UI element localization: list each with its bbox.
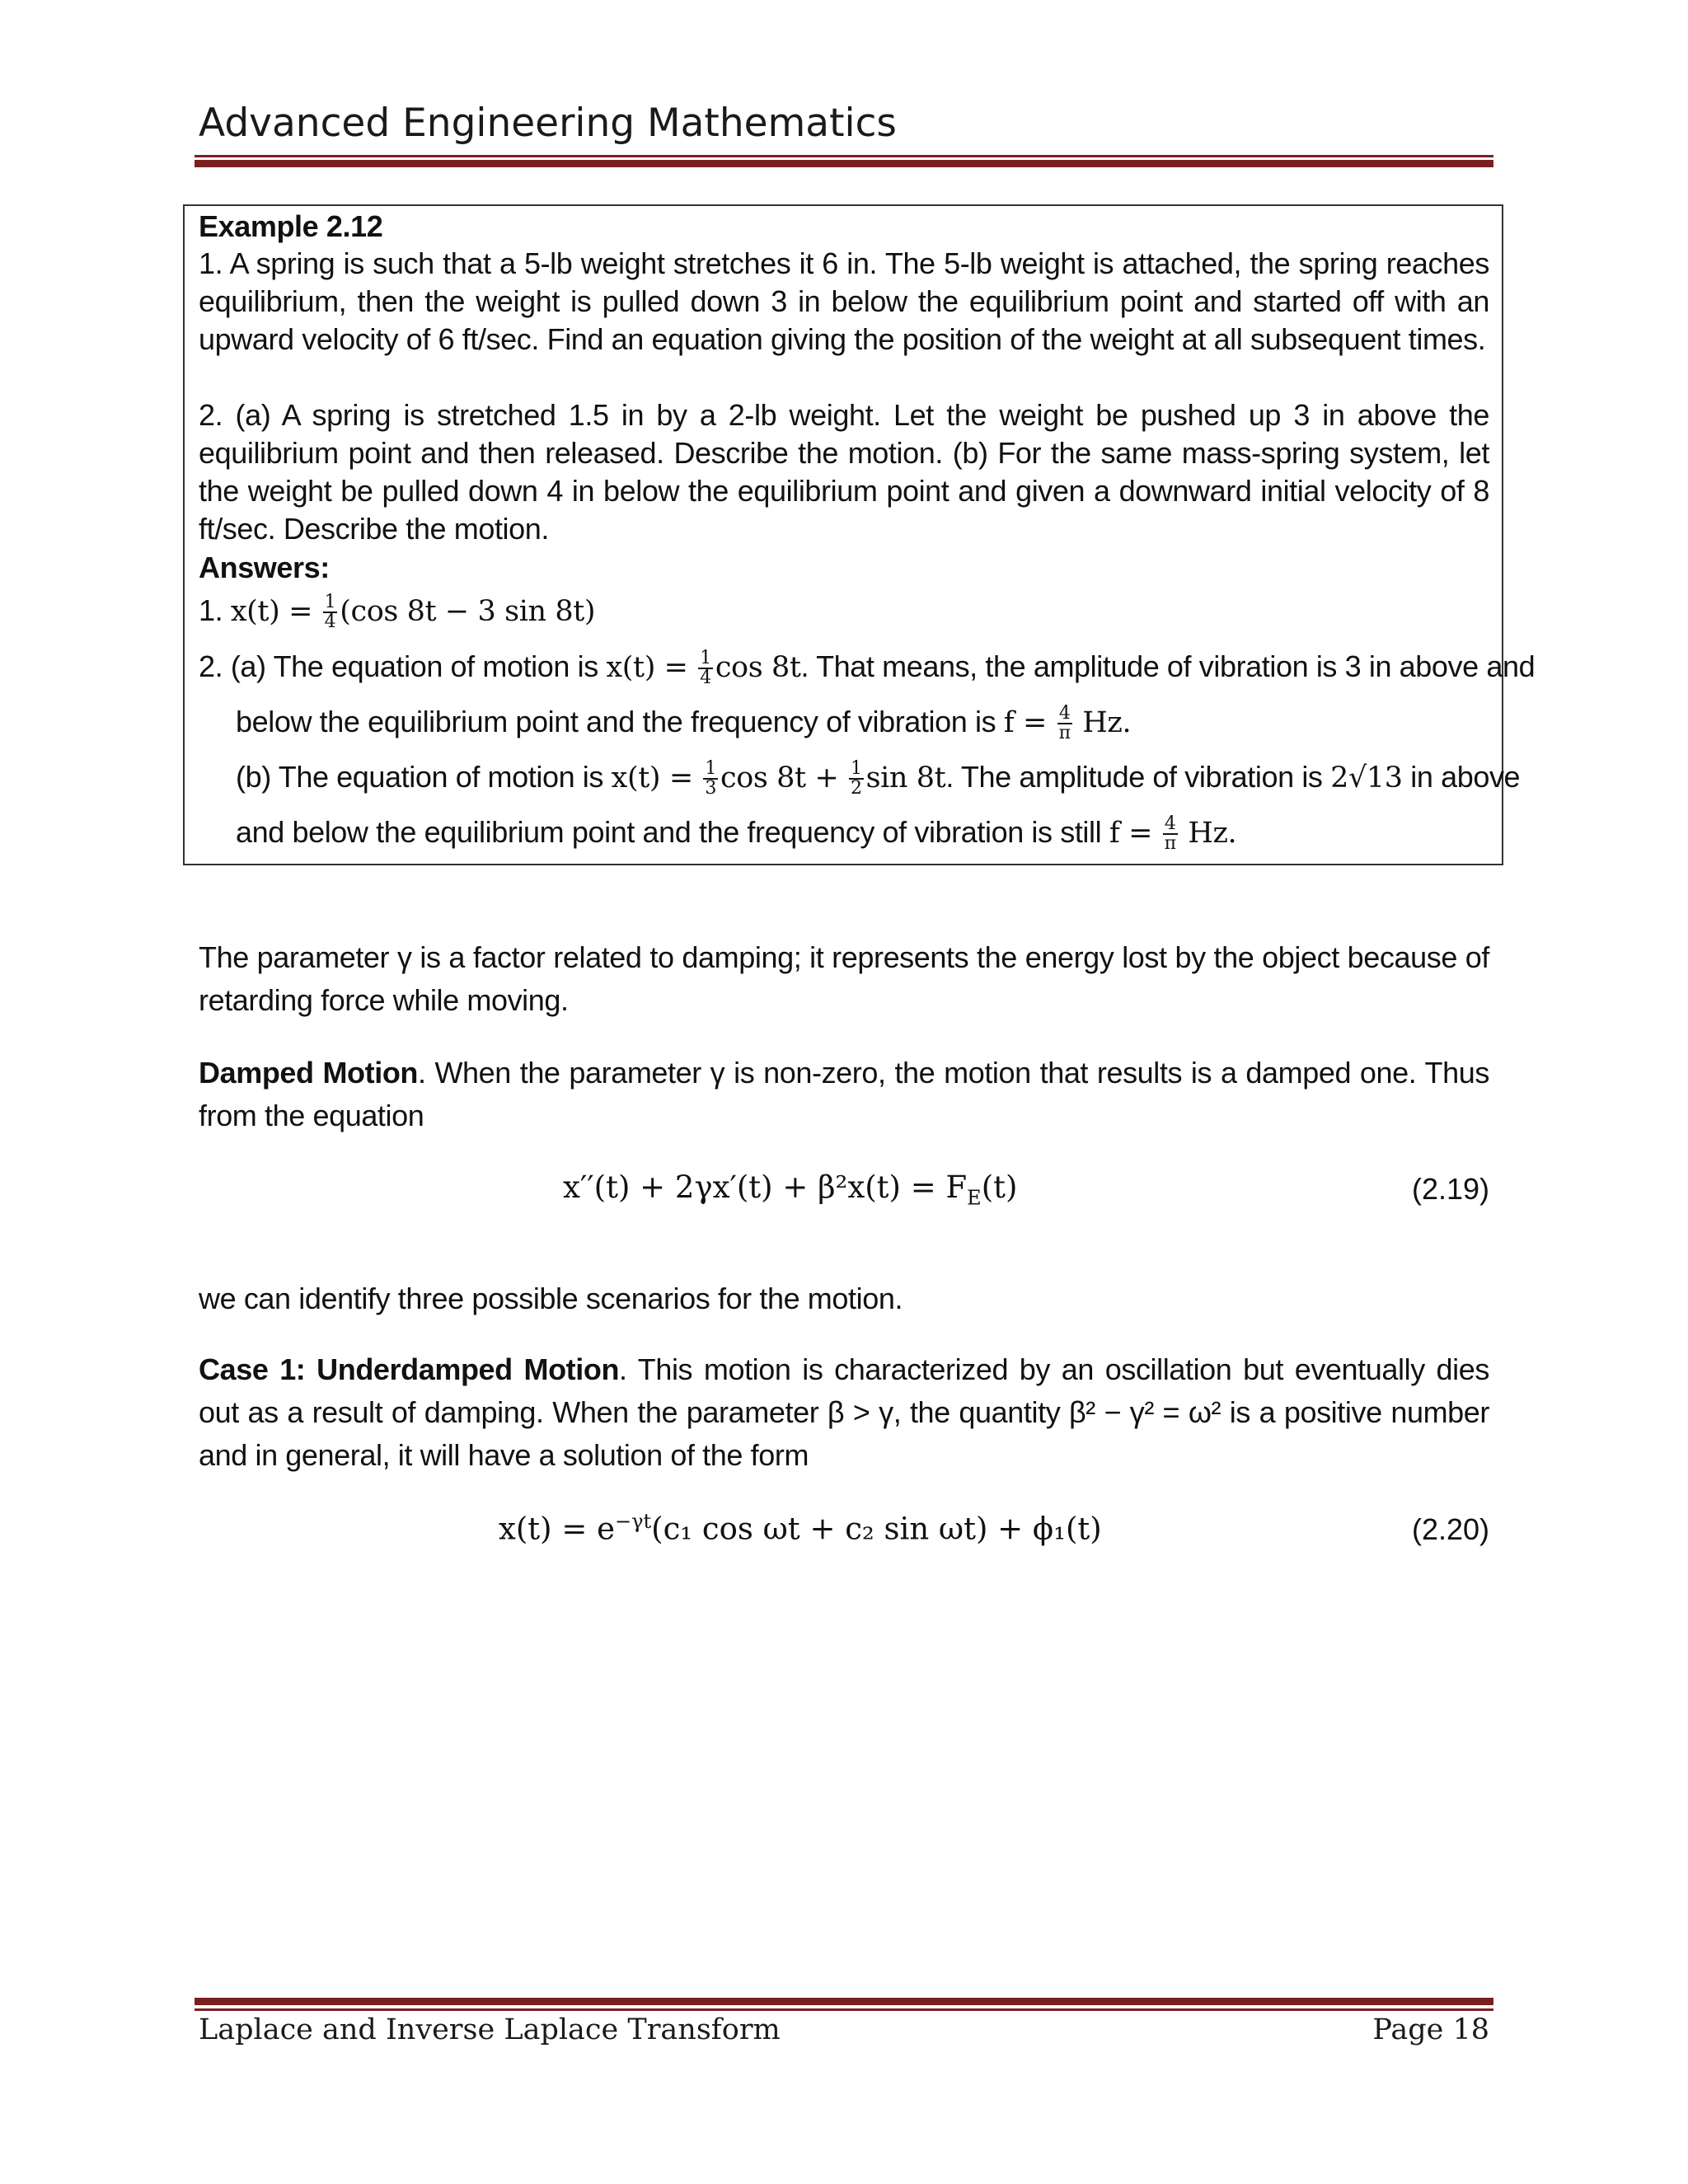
example-problem-2: 2. (a) A spring is stretched 1.5 in by a 2-lb weight. Let the weight be pushed up 3 in above the equilibrium point and then released. Describe the motion. (b) For the same mass-spring system, let the weight be pulled down 4 in below the equilibrium point and given a downward initial velocity of 8 ft/sec. Describe the motion. <box>199 398 1489 546</box>
damped-motion-label: Damped Motion <box>199 1056 419 1090</box>
answer-2b-frac1-num: 1 <box>705 758 716 780</box>
answer-2b-freq-lhs: f = <box>1109 817 1153 850</box>
answer-2b-frac2-num: 1 <box>850 758 862 780</box>
paragraph-damped-motion <box>199 1052 1489 1137</box>
running-header: Advanced Engineering Mathematics <box>199 101 897 146</box>
equation-2-20-rest: (c₁ cos ωt + c₂ sin ωt) + ϕ₁(t) <box>651 1511 1102 1547</box>
answer-2b-suffix: . The amplitude of vibration is <box>945 760 1323 794</box>
answer-2b-rhs: sin 8t <box>865 762 946 794</box>
equation-2-20-lhs: x(t) = e <box>499 1511 616 1547</box>
equation-2-20 <box>499 1510 1102 1546</box>
answer-2b-freq-den: π <box>1164 833 1176 855</box>
equation-2-20-exponent: −γt <box>615 1510 652 1533</box>
answer-2a-line-2-text: below the equilibrium point and the frequency of vibration is <box>236 705 996 738</box>
answer-2a-frac-den: 4 <box>700 668 711 689</box>
answer-2a-frac-num: 1 <box>700 648 711 669</box>
answer-2b-fraction-1 <box>703 760 718 798</box>
answer-2b-prefix: (b) The equation of motion is <box>236 760 603 794</box>
answer-2a-fraction <box>698 649 713 687</box>
paragraph-scenarios: we can identify three possible scenarios for the motion. <box>199 1282 903 1315</box>
answer-2a-line-2 <box>236 703 1489 743</box>
answer-1-frac-den: 4 <box>324 612 336 633</box>
paragraph-gamma: The parameter γ is a factor related to damping; it represents the energy lost by the object because of retarding force while moving. <box>199 940 1489 1017</box>
answer-2a-lhs: x(t) = <box>606 651 688 684</box>
footer-rule-bottom <box>195 2008 1493 2011</box>
answer-2b-freq-num: 4 <box>1163 815 1178 835</box>
header-rule-bottom <box>195 160 1493 167</box>
answer-2a-rhs: cos 8t <box>715 651 801 684</box>
answer-2b-freq-unit: Hz. <box>1188 817 1237 850</box>
footer-title: Laplace and Inverse Laplace Transform <box>199 2013 781 2046</box>
equation-2-19-number: (2.19) <box>1411 1172 1489 1206</box>
answer-2b-line-2 <box>236 813 1489 853</box>
answer-2a-prefix: 2. (a) The equation of motion is <box>199 649 598 683</box>
answers-heading: Answers: <box>199 551 330 584</box>
equation-2-19-end: (t) <box>981 1169 1018 1205</box>
case-1-label: Case 1: Underdamped Motion <box>199 1352 620 1386</box>
answer-2b-suffix-2: in above <box>1410 760 1521 794</box>
answer-2a-freq-unit: Hz. <box>1082 706 1132 739</box>
answer-2a-line-1 <box>199 648 1536 689</box>
answer-2b-fraction-2 <box>849 760 864 798</box>
damped-motion-text: . When the parameter γ is non-zero, the motion that results is a damped one. Thus from the equation <box>199 1056 1489 1132</box>
answer-1-prefix: 1. <box>199 593 223 627</box>
answer-2a-freq-lhs: f = <box>1003 706 1047 739</box>
equation-2-19-subscript: E <box>967 1186 982 1210</box>
answer-2a-suffix: . That means, the amplitude of vibration is 3 in above and <box>800 649 1536 683</box>
answer-2a-freq-fraction <box>1057 705 1072 743</box>
answer-2a-freq-num: 4 <box>1057 705 1072 724</box>
answer-1-fraction <box>323 593 338 631</box>
answer-2b-mid: cos 8t + <box>720 762 839 794</box>
equation-2-19-main: x′′(t) + 2γx′(t) + β²x(t) = F <box>563 1169 968 1205</box>
answer-2b-frac2-den: 2 <box>850 778 862 799</box>
answer-1-lhs: x(t) = <box>230 595 313 628</box>
answer-1-frac-num: 1 <box>324 592 336 613</box>
footer-rule-top <box>195 1998 1493 2005</box>
answer-2b-frac1-den: 3 <box>705 778 716 799</box>
answer-2a-freq-den: π <box>1058 723 1071 744</box>
example-problem-1: 1. A spring is such that a 5-lb weight stretches it 6 in. The 5-lb weight is attached, the spring reaches equilibrium, then the weight is pulled down 3 in below the equilibrium point and started off with an upward velocity of 6 ft/sec. Find an equation giving the position of the weight at all subsequent times. <box>199 246 1489 356</box>
answer-2b-line-1 <box>236 758 1521 799</box>
example-heading: Example 2.12 <box>199 209 383 243</box>
equation-2-19 <box>563 1169 1017 1209</box>
answer-2b-freq-fraction <box>1163 815 1178 853</box>
answer-1 <box>199 592 1489 631</box>
case-1-text: . This motion is characterized by an oscillation but eventually dies out as a result of damping. When the parameter β > γ, the quantity β² − γ² = ω² is a positive number and in general, it will have a solution of the form <box>199 1352 1489 1472</box>
answer-2b-line-2-text: and below the equilibrium point and the frequency of vibration is still <box>236 815 1102 849</box>
header-rule-top <box>195 155 1493 157</box>
paragraph-case-1 <box>199 1348 1489 1477</box>
equation-2-20-number: (2.20) <box>1411 1512 1489 1546</box>
answer-1-rhs: (cos 8t − 3 sin 8t) <box>340 595 596 628</box>
page-number: Page 18 <box>1372 2013 1489 2046</box>
answer-2b-lhs: x(t) = <box>611 762 693 794</box>
answer-2b-amplitude: 2√13 <box>1330 762 1403 794</box>
